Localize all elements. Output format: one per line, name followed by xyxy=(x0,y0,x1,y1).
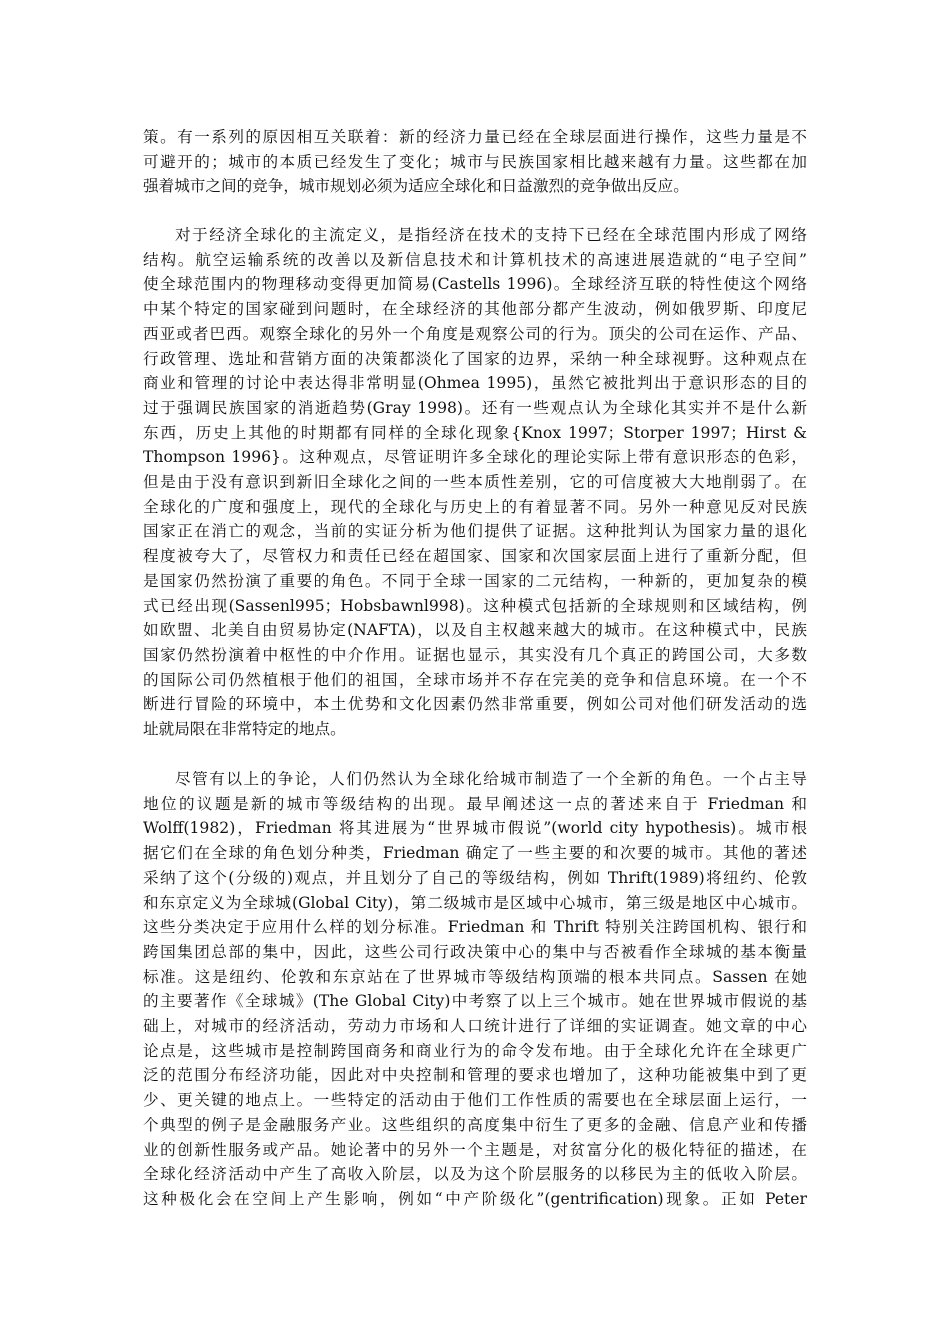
text-line: 对于经济全球化的主流定义，是指经济在技术的支持下已经在全球范围内形成了网络 xyxy=(175,226,807,244)
text-line: 标准。这是纽约、伦敦和东京站在了世界城市等级结构顶端的根本共同点。Sassen 在她 xyxy=(143,967,807,986)
text-line: 尽管有以上的争论，人们仍然认为全球化给城市制造了一个全新的角色。一个占主导 xyxy=(175,770,807,788)
text-line: 西亚或者巴西。观察全球化的另外一个角度是观察公司的行为。顶尖的公司在运作、产品、 xyxy=(143,324,807,343)
text-line: 国家正在消亡的观念，当前的实证分析为他们提供了证据。这种批判认为国家力量的退化 xyxy=(143,522,807,541)
text-line: 个典型的例子是金融服务产业。这些组织的高度集中衍生了更多的金融、信息产业和传播 xyxy=(143,1115,807,1134)
text-line: 可避开的；城市的本质已经发生了变化；城市与民族国家相比越来越有力量。这些都在加 xyxy=(143,152,807,171)
text-line: 过于强调民族国家的消逝趋势(Gray 1998)。还有一些观点认为全球化其实并不是什么新 xyxy=(143,398,807,417)
text-line: 全球化的广度和强度上，现代的全球化与历史上的有着显著不同。另外一种意见反对民族 xyxy=(143,497,807,516)
text-line: 据它们在全球的角色划分种类，Friedman 确定了一些主要的和次要的城市。其他的著述 xyxy=(143,844,807,863)
text-line: 断进行冒险的环境中，本土优势和文化因素仍然非常重要，例如公司对他们研发活动的选 xyxy=(143,695,807,714)
text-line: 行政管理、选址和营销方面的决策都淡化了国家的边界，采纳一种全球视野。这种观点在 xyxy=(143,349,807,368)
text-line: 东西，历史上其他的时期都有同样的全球化现象{Knox 1997；Storper 1997；Hirst & xyxy=(143,423,807,442)
text-line: 的主要著作《全球城》(The Global City)中考察了以上三个城市。她在世界城市假说的基 xyxy=(143,992,807,1011)
text-line: 这些分类决定于应用什么样的划分标准。Friedman 和 Thrift 特别关注跨国机构、银行和 xyxy=(143,918,807,937)
text-line: 和东京定义为全球城(Global City)，第二级城市是区域中心城市，第三级是地区中心城市。 xyxy=(143,893,807,912)
text-line: Thompson 1996}。这种观点，尽管证明许多全球化的理论实际上带有意识形态的色彩， xyxy=(143,448,807,467)
text-line: 采纳了这个(分级的)观点，并且划分了自己的等级结构，例如 Thrift(1989)将纽约、伦敦 xyxy=(143,868,807,887)
text-line: 程度被夸大了，尽管权力和责任已经在超国家、国家和次国家层面上进行了重新分配，但 xyxy=(143,547,807,566)
text-line: 跨国集团总部的集中，因此，这些公司行政决策中心的集中与否被看作全球城的基本衡量 xyxy=(143,942,807,961)
text-line: 策。有一系列的原因相互关联着：新的经济力量已经在全球层面进行操作，这些力量是不 xyxy=(143,128,807,146)
text-line: 础上，对城市的经济活动，劳动力市场和人口统计进行了详细的实证调查。她文章的中心 xyxy=(143,1017,807,1036)
text-line: 少、更关键的地点上。一些特定的活动由于他们工作性质的需要也在全球层面上运行，一 xyxy=(143,1091,807,1110)
text-line: 强着城市之间的竞争，城市规划必须为适应全球化和日益激烈的竞争做出反应。 xyxy=(143,177,689,196)
text-line: 国家仍然扮演着中枢性的中介作用。证据也显示，其实没有几个真正的跨国公司，大多数 xyxy=(143,645,807,664)
paragraph-1 xyxy=(143,125,807,199)
text-line: 使全球范围内的物理移动变得更加简易(Castells 1996)。全球经济互联的特性使这个网络 xyxy=(143,275,807,294)
text-line: 论点是，这些城市是控制跨国商务和商业行为的命令发布地。由于全球化允许在全球更广 xyxy=(143,1041,807,1060)
text-line: 地位的议题是新的城市等级结构的出现。最早阐述这一点的著述来自于 Friedman 和 xyxy=(143,794,807,813)
text-line: 中某个特定的国家碰到问题时，在全球经济的其他部分都产生波动，例如俄罗斯、印度尼 xyxy=(143,300,807,319)
text-line: 结构。航空运输系统的改善以及新信息技术和计算机技术的高速进展造就的“电子空间” xyxy=(143,250,807,269)
text-line: 全球化经济活动中产生了高收入阶层，以及为这个阶层服务的以移民为主的低收入阶层。 xyxy=(143,1165,807,1184)
text-line: 的国际公司仍然植根于他们的祖国，全球市场并不存在完美的竞争和信息环境。在一个不 xyxy=(143,670,807,689)
paragraph-2 xyxy=(143,223,807,742)
text-line: 业的创新性服务或产品。她论著中的另外一个主题是，对贫富分化的极化特征的描述，在 xyxy=(143,1140,807,1159)
text-line: 是国家仍然扮演了重要的角色。不同于全球一国家的二元结构，一种新的，更加复杂的模 xyxy=(143,571,807,590)
text-line: 式已经出现(Sassenl995；Hobsbawnl998)。这种模式包括新的全球规则和区域结构，例 xyxy=(143,596,807,615)
text-line: 商业和管理的讨论中表达得非常明显(Ohmea 1995)，虽然它被批判出于意识形态的目的 xyxy=(143,374,807,393)
text-line: 址就局限在非常特定的地点。 xyxy=(143,720,346,739)
text-line: 但是由于没有意识到新旧全球化之间的一些本质性差别，它的可信度被大大地削弱了。在 xyxy=(143,473,807,492)
text-line: 泛的范围分布经济功能，因此对中央控制和管理的要求也增加了，这种功能被集中到了更 xyxy=(143,1066,807,1085)
paragraph-3 xyxy=(143,767,807,1212)
text-line: 这种极化会在空间上产生影响，例如“中产阶级化”(gentrification)现象。正如 Peter xyxy=(143,1189,807,1208)
text-line: Wolff(1982)，Friedman 将其进展为“世界城市假说”(world city hypothesis)。城市根 xyxy=(143,819,807,838)
text-line: 如欧盟、北美自由贸易协定(NAFTA)，以及自主权越来越大的城市。在这种模式中，民族 xyxy=(143,621,807,640)
